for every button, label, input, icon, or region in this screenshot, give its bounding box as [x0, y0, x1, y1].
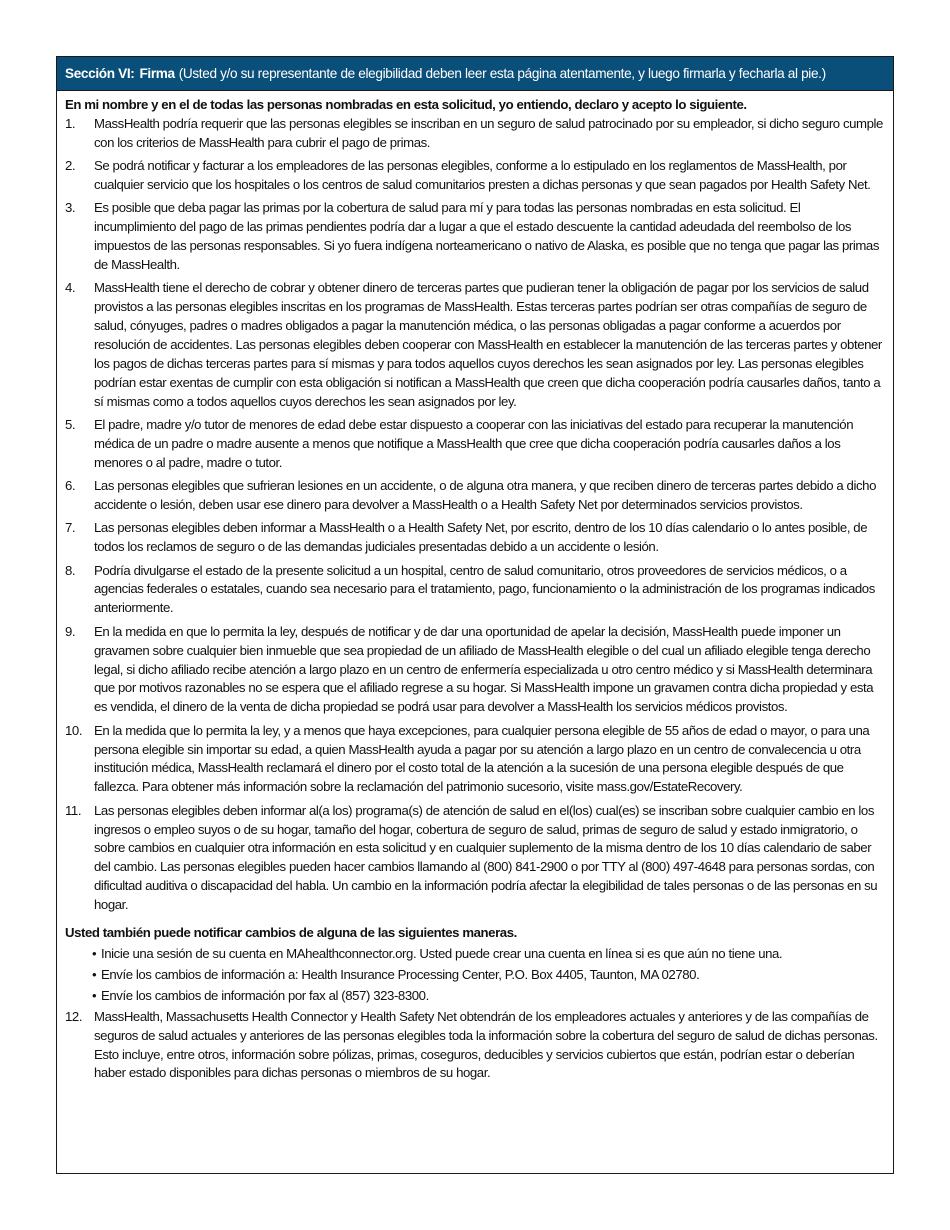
intro-statement: En mi nombre y en el de todas las personas nombradas en esta solicitud, yo entiendo, declaro y acepto lo siguiente. — [65, 97, 747, 112]
section-subtitle: (Usted y/o su representante de elegibilidad deben leer esta página atentamente, y luego firmarla y fecharla al pie.) — [178, 66, 826, 81]
item-text: Las personas elegibles deben informar a MassHealth o a Health Safety Net, por escrito, dentro de los 10 días calendario o lo antes posible, de todos los reclamos de seguro o de las demandas judiciales presentadas debido a un accidente o lesión. — [94, 520, 868, 555]
list-item — [65, 562, 885, 619]
item-text: El padre, madre y/o tutor de menores de edad debe estar dispuesto a cooperar con las iniciativas del estado para recuperar la manutención médica de un padre o madre ausente a menos que notifique a MassHealth que cree que dicha cooperación podría causarles daños a los menores o al padre, madre o tutor. — [94, 417, 854, 470]
item-text: MassHealth tiene el derecho de cobrar y obtener dinero de terceras partes que pudieran tener la obligación de pagar por los servicios de salud provistos a las personas elegibles inscritas en los programas de MassHealth. Estas terceras partes podrían ser otras compañías de seguro de salud, cónyuges, padres o madres obligados a pagar la manutención médica, o las personas obligadas a pagar conforme a acuerdos por resolución de accidentes. Las personas elegibles deben cooperar con MassHealth en establecer la manutención de las terceras partes y obtener los pagos de dichas terceras partes para sí mismas y para todos aquellos cuyos derechos les sean asignados por ley. Las personas elegibles podrían estar exentas de cumplir con esta obligación si notifican a MassHealth que creen que dicha cooperación podría causarles daños, tanto a sí mismas como a todos aquellos cuyos derechos les sean asignados por ley. — [94, 280, 882, 409]
list-item — [65, 157, 885, 195]
item-number: 9. — [65, 623, 76, 639]
notify-method — [92, 987, 885, 1006]
item-text: En la medida en que lo permita la ley, después de notificar y de dar una oportunidad de apelar la decisión, MassHealth puede imponer un gravamen sobre cualquier bien inmueble que sea propiedad de un afiliado de MassHealth elegible o del cual un afiliado elegible tenga derecho legal, si dicho afiliado recibe atención a largo plazo en un centro de enfermería especializada u otro centro médico y si MassHealth determinara que por motivos razonables no se espera que el afiliado regrese a su hogar. Si MassHealth impone un gravamen contra dicha propiedad y esta es vendida, el dinero de la venta de dicha propiedad se podrá usar para devolver a MassHealth los servicios médicos provistos. — [94, 623, 874, 715]
section-title: Firma — [139, 66, 175, 81]
item-text: MassHealth podría requerir que las personas elegibles se inscriban en un seguro de salud patrocinado por su empleador, si dicho seguro cumple con los criterios de MassHealth para cubrir el pago de primas. — [94, 115, 883, 150]
list-item — [65, 279, 885, 411]
list-item — [65, 722, 885, 798]
notify-method-text: Envíe los cambios de información a: Health Insurance Processing Center, P.O. Box 4405, Taunton, MA 02780. — [101, 966, 700, 982]
item-number: 4. — [65, 280, 76, 296]
section-number: Sección VI: — [65, 66, 135, 81]
notify-method-text: Envíe los cambios de información por fax al (857) 323-8300. — [101, 987, 429, 1003]
item-text: Se podrá notificar y facturar a los empleadores de las personas elegibles, conforme a lo estipulado en los reglamentos de MassHealth, por cualquier servicio que los hospitales o los centros de salud comunitarios presten a dichas personas y que sean pagados por Health Safety Net. — [94, 158, 871, 193]
item-text: Las personas elegibles deben informar al(a los) programa(s) de atención de salud en el(los) cual(es) se inscriban sobre cualquier cambio en los ingresos o empleo suyos o de su hogar, tamaño del hogar, cobertura de seguro de salud, primas de seguro de salud y estado inmigratorio, o sobre cambios en cualquier otra información en esta solicitud y en cualquier suplemento de la misma dentro de los 10 días calendario de saber del cambio. Las personas elegibles pueden hacer cambios llamando al (800) 841-2900 o por TTY al (800) 497-4648 para personas sordas, con dificultad auditiva o discapacidad del habla. Un cambio en la información podría afectar la elegibilidad de tales personas o de las personas en su hogar. — [94, 802, 878, 913]
list-item — [65, 115, 885, 153]
notify-method — [92, 945, 885, 964]
item-number: 5. — [65, 417, 76, 433]
item-number: 7. — [65, 520, 76, 536]
list-item — [65, 416, 885, 473]
item-text: En la medida que lo permita la ley, y a menos que haya excepciones, para cualquier persona elegible de 55 años de edad o mayor, o para una persona elegible sin importar su edad, a quien MassHealth ayuda a pagar por su atención a largo plazo en un centro de convalecencia u otra institución médica, MassHealth reclamará el dinero por el costo total de la atención a la sucesión de una persona elegible después de que fallezca. Para obtener más información sobre la reclamación del patrimonio sucesorio, visite mass.gov/EstateRecovery. — [94, 722, 870, 795]
list-item — [65, 199, 885, 275]
terms-list-continued — [65, 1008, 885, 1084]
notify-method — [92, 966, 885, 985]
item-number: 11. — [65, 802, 82, 818]
list-item — [65, 477, 885, 515]
item-text: Es posible que deba pagar las primas por la cobertura de salud para mí y para todas las personas nombradas en esta solicitud. El incumplimiento del pago de las primas pendientes podría dar a lugar a que el estado descuente la cantidad adeudada del reembolso de los impuestos de las personas responsables. Si yo fuera indígena norteamericano o nativo de Alaska, es posible que no tenga que pagar las primas de MassHealth. — [94, 200, 879, 273]
bullet-icon: • — [92, 945, 97, 961]
signature-section-box — [56, 56, 894, 1174]
item-number: 8. — [65, 562, 76, 578]
notify-method-text: Inicie una sesión de su cuenta en MAhealthconnector.org. Usted puede crear una cuenta en línea si es que aún no tiene una. — [101, 945, 783, 961]
notify-title: Usted también puede notificar cambios de alguna de las siguientes maneras. — [65, 925, 517, 941]
list-item — [65, 623, 885, 718]
section-content — [57, 91, 893, 1083]
bullet-icon: • — [92, 987, 97, 1003]
item-number: 2. — [65, 158, 76, 174]
section-header — [57, 57, 893, 91]
notify-methods-list — [65, 945, 885, 1006]
item-number: 6. — [65, 478, 76, 494]
list-item — [65, 1008, 885, 1084]
bullet-icon: • — [92, 966, 97, 982]
list-item — [65, 802, 885, 915]
item-number: 10. — [65, 722, 83, 738]
item-text: Las personas elegibles que sufrieran lesiones en un accidente, o de alguna otra manera, y que reciben dinero de terceras partes debido a dicho accidente o lesión, deben usar ese dinero para devolver a MassHealth o a Health Safety Net por determinados servicios provistos. — [94, 478, 876, 513]
item-number: 12. — [65, 1008, 83, 1024]
item-number: 1. — [65, 115, 76, 131]
item-text: MassHealth, Massachusetts Health Connector y Health Safety Net obtendrán de los empleadores actuales y anteriores y de las compañías de seguros de salud actuales y anteriores de las personas elegibles toda la información sobre la cobertura del seguro de salud de dichas personas. Esto incluye, entre otros, información sobre pólizas, primas, coseguros, deducibles y servicios cubiertos que están, podrían estar o deberían haber estado disponibles para dichas personas o miembros de su hogar. — [94, 1008, 878, 1081]
list-item — [65, 519, 885, 557]
item-number: 3. — [65, 200, 76, 216]
terms-list — [65, 115, 885, 915]
item-text: Podría divulgarse el estado de la presente solicitud a un hospital, centro de salud comunitario, otros proveedores de servicios médicos, o a agencias federales o estatales, cuando sea necesario para el tratamiento, pago, funcionamiento o la administración de los programas indicados anteriormente. — [94, 562, 875, 616]
